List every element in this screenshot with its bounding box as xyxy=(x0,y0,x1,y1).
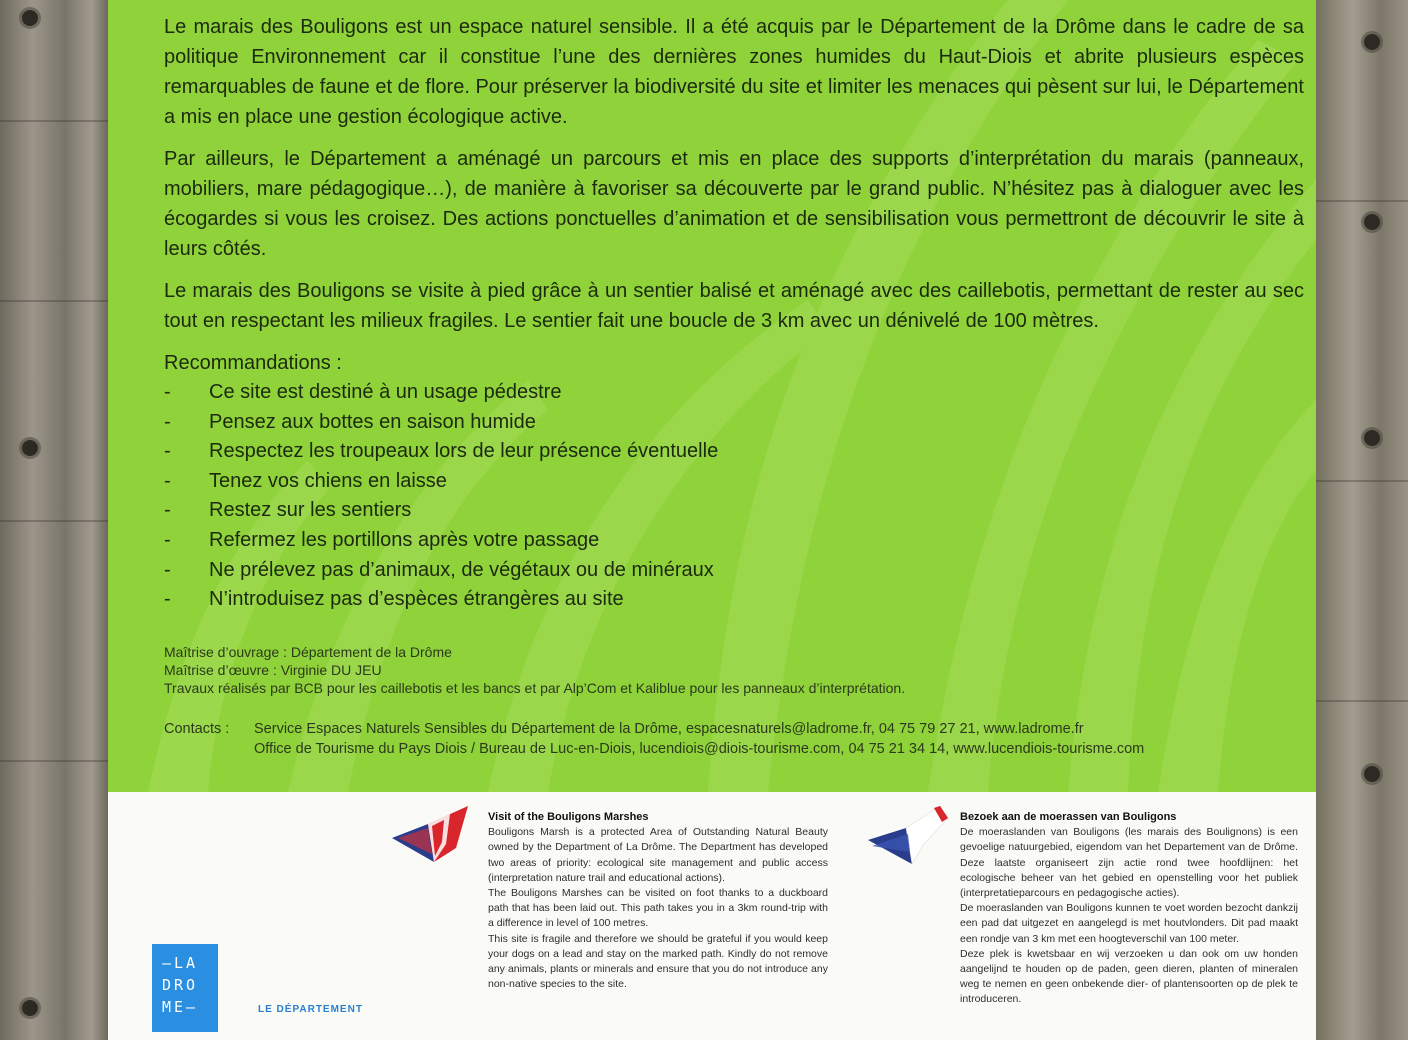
contact-line: Office de Tourisme du Pays Diois / Bureau de Luc-en-Diois, lucendiois@diois-tourisme.com, 04 75 21 34 14, www.lucendiois-tourisme.com xyxy=(254,740,1145,757)
dutch-paragraph: Deze plek is kwetsbaar en wij verzoeken u dan ook om uw honden aangelijnd te houden op de paden, geen dieren, planten of mineralen weg te nemen en geen onbekende dier- of plantensoorten op de plek te introduceren. xyxy=(960,947,1298,1006)
english-title: Visit of the Bouligons Marshes xyxy=(488,811,649,823)
credit-line: Maîtrise d’ouvrage : Département de la Drôme xyxy=(164,643,452,660)
dutch-text-column xyxy=(960,810,1298,1008)
nl-flag-butterfly-icon xyxy=(864,804,950,870)
panel-text-content xyxy=(164,12,1304,759)
wood-frame-left xyxy=(0,0,108,1040)
dutch-paragraph: De moeraslanden van Bouligons (les marais des Boulignons) is een gevoelige natuurgebied, eigendom van het Departement van de Drôme. Deze laatste organiseert zijn actie rond twee hoofdlijnen: het ecologische beheer van het gebied en openstelling voor het publiek (interpretatieparcours en pedagogische acties). xyxy=(960,826,1298,900)
credit-line: Maîtrise d’œuvre : Virginie DU JEU xyxy=(164,661,382,678)
dutch-paragraph: De moeraslanden van Bouligons kunnen te voet worden bezocht dankzij een pad dat uitgezet en aangelegd is met houtvlonders. Dit pad maakt een rondje van 3 km met een hoogteverschil van 100 meter. xyxy=(960,902,1298,945)
recommendations-title: Recommandations : xyxy=(164,352,342,374)
recommendations-list xyxy=(164,378,1304,615)
wood-frame-right xyxy=(1316,0,1408,1040)
english-text-column xyxy=(488,810,828,992)
english-paragraph: This site is fragile and therefore we should be grateful if you would keep your dogs on a lead and stay on the marked path. Kindly do not remove any animals, plants or minerals and ensure that you do not introduce any non-native species to the site. xyxy=(488,932,828,991)
wood-knot xyxy=(1364,34,1380,50)
english-paragraph: Bouligons Marsh is a protected Area of Outstanding Natural Beauty owned by the Department of La Drôme. The Department has developed two areas of priority: ecological site management and public access (interpretation nature trail and educational actions). xyxy=(488,826,828,884)
english-paragraph: The Bouligons Marshes can be visited on foot thanks to a duckboard path that has been laid out. This path takes you in a 3km round-trip with a difference in level of 100 metres. xyxy=(488,887,828,930)
wood-knot xyxy=(1364,766,1380,782)
wood-knot xyxy=(1364,214,1380,230)
la-drome-logo: –LA DRO ME– xyxy=(152,944,218,1032)
green-sign-panel xyxy=(108,0,1316,792)
list-item: - Tenez vos chiens en laisse xyxy=(164,469,447,492)
credits-block xyxy=(164,643,1304,697)
access-paragraph: Par ailleurs, le Département a aménagé un parcours et mis en place des supports d’interprétation du marais (panneaux, mobiliers, mare pédagogique…), de manière à favoriser sa découverte par le grand public. N’hésitez pas à dialoguer avec les écogardes si vous les croisez. Des actions ponctuelles d’animation et de sensibilisation vous permettront de découvrir le site à leurs côtés. xyxy=(164,148,1304,260)
credit-line: Travaux réalisés par BCB pour les caillebotis et les bancs et par Alp’Com et Kaliblue pour les panneaux d’interprétation. xyxy=(164,679,906,696)
wood-knot xyxy=(22,1000,38,1016)
wood-knot xyxy=(22,10,38,26)
uk-flag-butterfly-icon xyxy=(388,804,474,868)
logo-department-label: LE DÉPARTEMENT xyxy=(258,1004,363,1015)
list-item: - Ne prélevez pas d’animaux, de végétaux ou de minéraux xyxy=(164,558,714,581)
list-item: - Pensez aux bottes en saison humide xyxy=(164,410,536,433)
contacts-label: Contacts : xyxy=(164,720,230,737)
intro-paragraph: Le marais des Bouligons est un espace naturel sensible. Il a été acquis par le Département de la Drôme dans le cadre de sa politique Environnement car il constitue l’une des dernières zones humides du Haut-Diois et abrite plusieurs espèces remarquables de faune et de flore. Pour préserver la biodiversité du site et limiter les menaces qui pèsent sur lui, le Département a mis en place une gestion écologique active. xyxy=(164,16,1304,128)
list-item: - Refermez les portillons après votre passage xyxy=(164,528,600,551)
wood-knot xyxy=(22,440,38,456)
contact-line: Service Espaces Naturels Sensibles du Département de la Drôme, espacesnaturels@ladrome.fr, 04 75 79 27 21, www.ladrome.fr xyxy=(254,720,1084,737)
contacts-block xyxy=(164,719,1304,759)
list-item: - Ce site est destiné à un usage pédestre xyxy=(164,381,562,403)
wood-knot xyxy=(1364,430,1380,446)
trail-paragraph: Le marais des Bouligons se visite à pied grâce à un sentier balisé et aménagé avec des caillebotis, permettant de rester au sec tout en respectant les milieux fragiles. Le sentier fait une boucle de 3 km avec un dénivelé de 100 mètres. xyxy=(164,280,1304,332)
translation-strip xyxy=(108,792,1316,1040)
dutch-title: Bezoek aan de moerassen van Bouligons xyxy=(960,811,1177,823)
list-item: - Restez sur les sentiers xyxy=(164,499,412,522)
list-item: - Respectez les troupeaux lors de leur présence éventuelle xyxy=(164,440,719,463)
list-item: - N’introduisez pas d’espèces étrangères au site xyxy=(164,588,624,611)
